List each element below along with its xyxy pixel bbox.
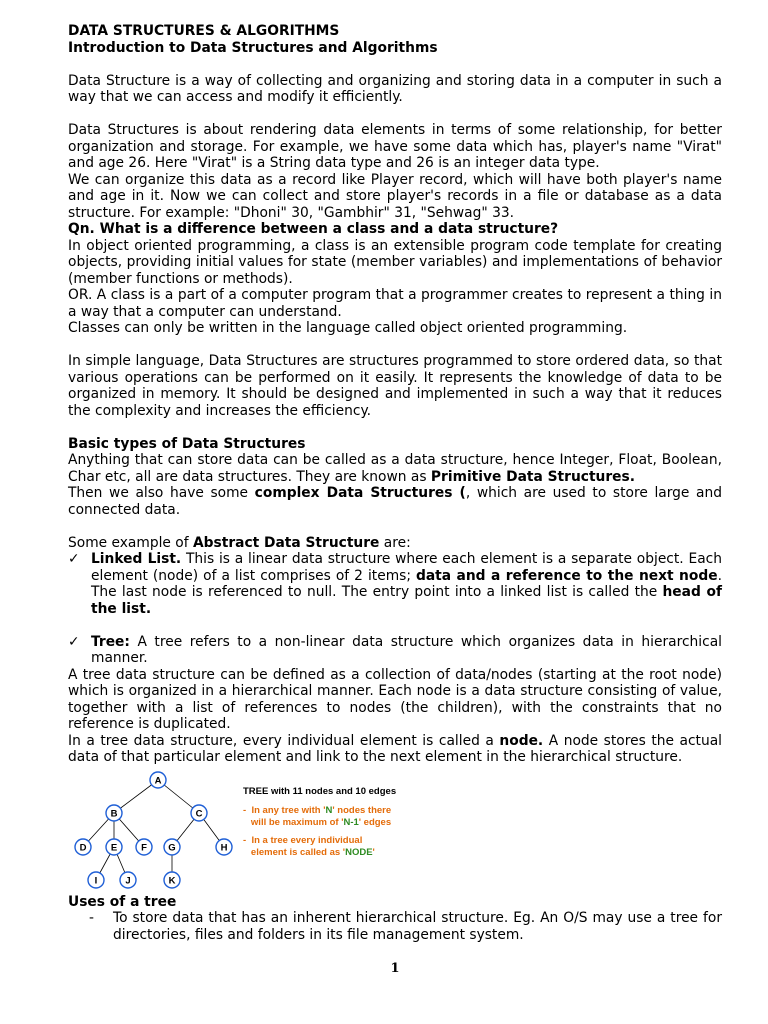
figure-note-node: - In a tree every individual element is called as 'NODE'	[243, 835, 375, 858]
tree-node-i	[88, 872, 104, 888]
tree-node-f	[136, 839, 152, 855]
paragraph-class-lang: Classes can only be written in the language called object oriented programming.	[68, 320, 628, 336]
document-page	[68, 23, 722, 976]
figure-caption-title: TREE with 11 nodes and 10 edges	[243, 785, 397, 797]
tree-node-label: C	[195, 807, 203, 819]
tree-node-a	[150, 772, 166, 788]
tree-node-b	[106, 805, 122, 821]
tree-node-label: A	[154, 774, 162, 786]
tree-node-label: E	[110, 841, 118, 853]
tree-diagram	[68, 770, 268, 894]
paragraph-tree-definition: A tree data structure can be defined as a collection of data/nodes (starting at the root node) which is organized in a hierarchical manner. Each node is a data structure consisting of value, together with a list of references to nodes (the children), with the constraints that no reference is duplicated.	[68, 666, 722, 732]
tree-node-label: D	[79, 841, 87, 853]
tree-node-label: K	[168, 874, 176, 886]
tree-node-label: G	[168, 841, 176, 853]
tree-node-k	[164, 872, 180, 888]
figure-note-edges: - In any tree with 'N' nodes there will be maximum of 'N-1' edges	[243, 805, 392, 828]
paragraph-complex: Then we also have some complex Data Structures (, which are used to store large and connected data.	[68, 485, 722, 518]
paragraph-definition: Data Structure is a way of collecting and organizing and storing data in a computer in such a way that we can access and modify it efficiently.	[68, 72, 722, 105]
paragraph-class-def: In object oriented programming, a class is an extensible program code template for creating objects, providing initial values for state (member variables) and implementations of behavior (member functions or methods).	[68, 237, 722, 287]
tree-figure-notes	[243, 786, 396, 859]
question-heading: Qn. What is a difference between a class and a data structure?	[68, 221, 559, 237]
tree-edges	[83, 780, 224, 880]
paragraph-rendering: Data Structures is about rendering data elements in terms of some relationship, for better organization and storage. For example, we have some data which has, player's name "Virat" and age 26. Here "Virat" is a String data type and 26 is an integer data type.	[68, 122, 722, 171]
uses-heading: Uses of a tree	[68, 893, 177, 910]
check-icon: ✓	[68, 551, 80, 567]
tree-node-label: J	[125, 874, 131, 886]
tree-node-h	[216, 839, 232, 855]
document-title: DATA STRUCTURES & ALGORITHMS	[68, 23, 340, 39]
basic-types-heading: Basic types of Data Structures	[68, 435, 306, 452]
paragraph-class-or: OR. A class is a part of a computer program that a programmer creates to represent a thing in a way that a computer can understand.	[68, 287, 722, 320]
bullet-linked-list: ✓ Linked List. This is a linear data structure where each element is a separate object. Each element (node) of a list comprises of 2 items; data and a reference to the next node. The last node is referenced to null. The entry point into a linked list is called the head of the list.	[68, 551, 722, 617]
tree-node-j	[120, 872, 136, 888]
bullet-tree: ✓ Tree: A tree refers to a non-linear data structure which organizes data in hierarchical manner.	[68, 633, 722, 666]
document-subtitle: Introduction to Data Structures and Algorithms	[68, 39, 438, 56]
paragraph-abstract: Some example of Abstract Data Structure are:	[68, 534, 411, 551]
tree-node-label: F	[141, 841, 147, 853]
tree-figure	[68, 770, 722, 894]
dash-bullet: -	[89, 910, 94, 926]
tree-node-g	[164, 839, 180, 855]
tree-node-label: H	[220, 841, 228, 853]
uses-item: - To store data that has an inherent hierarchical structure. Eg. An O/S may use a tree for directories, files and folders in its file management system.	[89, 910, 722, 943]
paragraph-primitive: Anything that can store data can be called as a data structure, hence Integer, Float, Boolean, Char etc, all are data structures. They are known as Primitive Data Structures.	[68, 452, 722, 485]
tree-node-label: B	[110, 807, 118, 819]
paragraph-tree-node: In a tree data structure, every individual element is called a node. A node stores the actual data of that particular element and link to the next element in the hierarchical structure.	[68, 732, 722, 765]
tree-node-d	[75, 839, 91, 855]
paragraph-records: We can organize this data as a record like Player record, which will have both player's name and age in it. Now we can collect and store player's records in a file or database as a data structure. For example: "Dhoni" 30, "Gambhir" 31, "Sehwag" 33.	[68, 171, 722, 221]
check-icon: ✓	[68, 633, 80, 650]
tree-node-label: I	[94, 874, 98, 886]
page-number: 1	[390, 961, 400, 976]
tree-node-e	[106, 839, 122, 855]
tree-node-c	[191, 805, 207, 821]
paragraph-simple-language: In simple language, Data Structures are structures programmed to store ordered data, so that various operations can be performed on it easily. It represents the knowledge of data to be organized in memory. It should be designed and implemented in such a way that it reduces the complexity and increases the efficiency.	[68, 353, 722, 419]
